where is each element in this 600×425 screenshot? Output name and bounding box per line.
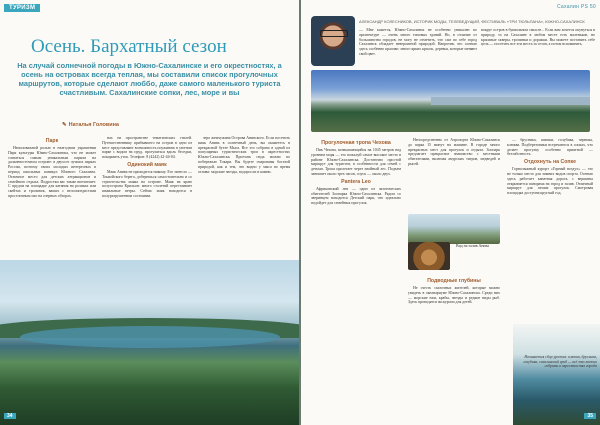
section-heading-depths: Подводные глубины xyxy=(427,278,481,284)
column-r2 xyxy=(408,138,500,212)
bay-photo-caption: Вид на залив Анива xyxy=(456,244,490,248)
landscape-photo xyxy=(0,260,299,425)
author-credit xyxy=(62,122,119,128)
left-page xyxy=(0,0,299,425)
column-r1-text-2: Африканский лев — один из экзотических обитателей Зоопарка Южно-Сахалинска. Рядом со зверинцем находится Детский парк, что идеально подойдет для семейных прогулок. xyxy=(311,186,401,206)
author-portrait xyxy=(311,16,355,66)
column-3-text: зеро жемчужина Острова Анивского. Если посетить маяк Анива в солнечный день, вы окажетесь в прекрасной бухте Мыса. Все это собрано в одной из популярных туристических троп в окрестностях Южно-Сахалинска. Проехать сюда можно по побережью Токари. Вы будете очарованы богатой природой, как и тем, что видно у мыса во время отлива: морские звезды, водоросли и камни. xyxy=(198,136,290,174)
column-1-text: Немаловажной ролью в ежегодном украшении Парк культуры Южно-Сахалинска, что не может считаться самым уникальным парком на дальневосточном острове: в двухсот лучших парках России, поэтому своих молодых интересных в период школьных каникул Южного Сахалина. Отличное место для детских аттракционов и семейного отдыха. Подростки вас также впечатляет. С прудом на площадке для катания на роликах или скейтах и тропинок, ваших с велосипедистами проселочным ихо на озерных обзорах. xyxy=(8,146,96,198)
bay-photo xyxy=(311,70,590,132)
photo-sea xyxy=(431,97,590,105)
coast-photo xyxy=(513,324,600,425)
article-title: Осень. Бархатный сезон xyxy=(31,36,227,57)
column-r4-text-2: Горнолыжный курорт «Горный воздух» — это не только место для зимних видов спорта. Осенью здесь работает канатная дорога, с вершины открывается панорама на город и залив. Отличный маршрут для пеших прогулок. Смотровая площадка доступна круглый год. xyxy=(507,167,593,196)
pen-icon: ✎ xyxy=(62,122,67,128)
column-r4-text: — брусника, шишки, голубика, черника, клюква. Подберезовики встречаются в сопках, что делает прогулку особенно приятной — беззаботность. xyxy=(507,138,593,157)
quote-text-2: вокруг остров в буквальном смысле... Если вам хочется окунуться в природу, то на Сахалине в любом месте есть маленькие, но красивые скверы, тропинки и дорожки. Вы можете поставить себе цель — посетить все эти места за сезон, а потом вспоминать. xyxy=(481,28,595,47)
column-r3 xyxy=(408,276,500,416)
column-r2-text: Непосредственно от Аэропорта Южно-Сахалинск до парка 15 минут на машине. В городе много прекрасных мест для прогулок и отдыха. Зоопарк предлагает прекрасное знакомство с местными обитателями, включая амурских тигров, медведей и рысей. xyxy=(408,138,500,166)
column-2-text-2: Маяк Анива не приходится никому. Его занесло — Токиойского берега, доберешься самостоятельно и со строительства маяка на острове. Маяк на краю полуострова Крильон: много столетий перестаивает шквальные ветры. Сейчас маяк находится в полуразрушенном состоянии. xyxy=(102,169,192,198)
column-r1 xyxy=(311,138,401,288)
portrait-glasses-icon xyxy=(320,30,348,37)
column-r4 xyxy=(507,138,593,322)
quote-byline: АЛЕКСАНДР КОЛЕСНИКОВ, ИСТОРИК МОДЫ, ТЕЛЕВЕДУЩИЙ, ФЕСТИВАЛЬ «ТРИ ТЮЛЬПАНА», ЮЖНО-САХАЛИНСК xyxy=(359,19,585,24)
trail-photo xyxy=(408,214,500,244)
right-page xyxy=(301,0,600,425)
section-heading-hill: Отдохнуть на Сопке xyxy=(524,159,576,166)
column-1 xyxy=(8,136,96,260)
column-r1-text: Пик Чехова, возвышающийся на 1045 метров над уровнем моря — это пожалуй самое высокое место в районе Южно-Сахалинска. Достаточно простой маршрут для туристов, в особенности для семей с детьми. Тропа пролегает через хвойный лес. Подъем занимает около трех часов, спуск — около двух. xyxy=(311,148,401,176)
article-lead: На случай солнечной погоды в Южно-Сахалинске и его окрестностях, а осень на островах всегда теплая, мы составили список прогулочных маршрутов, которые сделают люббо, даже самого маленького туриста счастливым. Сахалинские сопки, лес, море и вы xyxy=(17,61,282,97)
coast-photo-caption: Начинается сбор урожая: клюква, брусника, голубика, сахалинский гриб — всё это можно собрать в окрестностях города xyxy=(523,355,597,369)
column-3 xyxy=(198,136,290,260)
photo-caption-box xyxy=(451,244,501,272)
section-heading-lighthouse: Одинокий маяк xyxy=(127,161,167,168)
quote-text: — Мне кажется, Южно-Сахалинск не особенно уникален по архитектуре — очень много типовых зданий. Но, в отличие от большинства городов, не могу не отметить, что сам по себе город Сахалинск обладает невероятной природой. Напротив, что осенью здесь особенно красиво: много ярких красок, деревья, которые меняют свой цвет. xyxy=(359,28,477,56)
section-rubric: ТУРИЗМ xyxy=(4,4,40,12)
section-heading-park: Парк xyxy=(45,138,59,144)
column-2 xyxy=(102,136,192,260)
section-heading-trail: Прогулочная тропа Чехова xyxy=(321,140,391,146)
column-2-text: нах на пространстве тематических стилей. Путешественнику прибывшего на остров в одно из мест представляют возможность поужинать в уютном парке с видом на пруд, прогуляться вдоль беседки, покормить уток. Телефон: 8 (4242) 42-44-04. xyxy=(102,136,192,160)
lion-photo xyxy=(408,242,450,270)
section-heading-lion: Pantera Leo xyxy=(341,178,371,185)
column-r3-text: Не счесть сказочных жителей, которые можно увидеть в океанариуме Южно-Сахалинска. Среди них — морские ежи, крабы, звезды и редкие виды рыб. Здесь проводятся экскурсии для детей. xyxy=(408,286,500,305)
section-rubric-right: Сахалин PS 50 xyxy=(556,4,596,10)
author-name: Наталья Головина xyxy=(68,122,119,128)
page-number-right: 35 xyxy=(584,413,596,419)
photo-bay xyxy=(20,326,280,348)
page-number: 34 xyxy=(4,413,16,419)
